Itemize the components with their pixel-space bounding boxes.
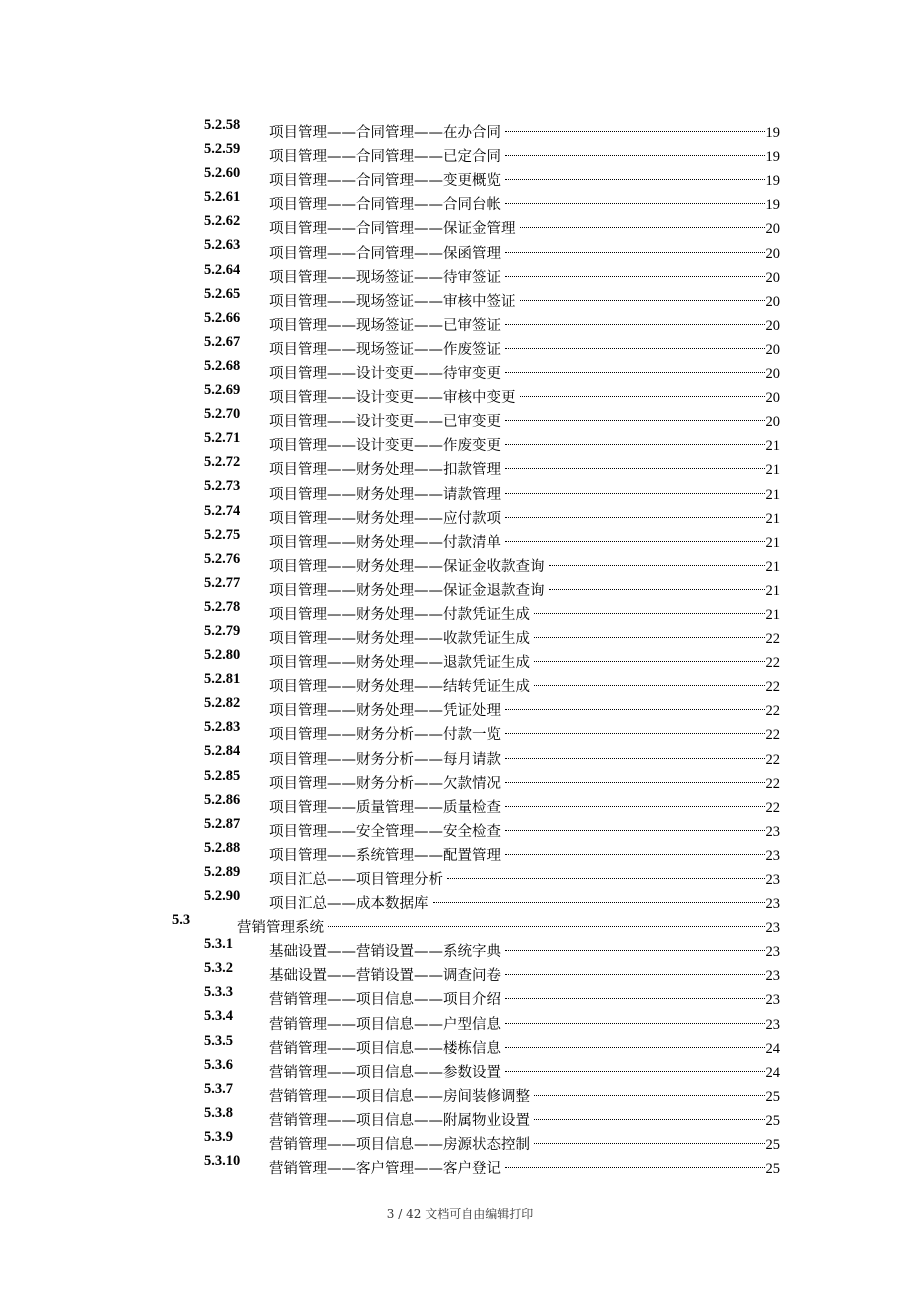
toc-entry[interactable]	[0, 426, 920, 455]
toc-entry-page: 23	[765, 944, 780, 961]
toc-dot-leader	[505, 258, 765, 282]
toc-entry-page: 25	[765, 1112, 780, 1129]
toc-entry-page: 22	[765, 775, 780, 792]
toc-entry-number: 5.2.80	[204, 647, 241, 664]
toc-entry[interactable]	[0, 499, 920, 527]
toc-entry-page: 20	[765, 341, 780, 358]
toc-entry-title: 项目管理——现场签证——待审签证	[269, 269, 501, 286]
toc-entry-title: 项目管理——合同管理——保函管理	[269, 245, 501, 262]
toc-entry-page: 20	[765, 390, 780, 407]
toc-entry-number: 5.3.3	[204, 984, 233, 1001]
toc-dot-leader	[505, 715, 765, 739]
toc-dot-leader	[534, 1101, 765, 1125]
toc-entry[interactable]	[0, 836, 920, 864]
toc-dot-leader	[505, 1004, 765, 1028]
toc-entry[interactable]	[0, 715, 920, 744]
toc-entry-title: 项目管理——设计变更——作废变更	[269, 438, 501, 455]
toc-entry-number: 5.2.75	[204, 526, 241, 543]
toc-entry-title: 项目管理——财务处理——退款凭证生成	[269, 655, 530, 672]
toc-entry-number: 5.2.77	[204, 574, 241, 591]
toc-entry-number: 5.2.61	[204, 189, 241, 206]
toc-entry-page: 23	[765, 896, 780, 913]
toc-entry[interactable]	[0, 667, 920, 696]
toc-entry[interactable]	[0, 113, 920, 142]
toc-dot-leader	[534, 643, 765, 667]
toc-entry-title: 项目管理——合同管理——保证金管理	[269, 221, 516, 238]
toc-dot-leader	[534, 1077, 765, 1101]
toc-entry-number: 5.3.6	[204, 1056, 233, 1073]
toc-entry-page: 21	[765, 558, 780, 575]
toc-entry-page: 24	[765, 1040, 780, 1057]
toc-entry[interactable]	[0, 908, 920, 937]
toc-dot-leader	[520, 378, 765, 402]
toc-entry[interactable]	[0, 185, 920, 214]
toc-dot-leader	[505, 161, 765, 185]
toc-entry[interactable]	[0, 137, 920, 166]
toc-entry-page: 22	[765, 655, 780, 672]
toc-entry[interactable]	[0, 233, 920, 262]
toc-entry-title: 项目管理——财务处理——扣款管理	[269, 462, 501, 479]
toc-entry-number: 5.3.10	[204, 1153, 241, 1170]
toc-entry-title: 营销管理——项目信息——楼栋信息	[269, 1040, 501, 1057]
toc-entry-number: 5.2.89	[204, 863, 241, 880]
toc-entry-title: 项目管理——现场签证——作废签证	[269, 341, 501, 358]
toc-dot-leader	[505, 113, 765, 137]
toc-entry[interactable]	[0, 571, 920, 599]
toc-entry-title: 项目管理——财务处理——付款清单	[269, 534, 501, 551]
toc-dot-leader	[549, 571, 765, 595]
toc-entry[interactable]	[0, 161, 920, 190]
toc-entry[interactable]	[0, 474, 920, 503]
toc-entry[interactable]	[0, 330, 920, 358]
toc-entry-number: 5.2.63	[204, 237, 241, 254]
toc-entry-page: 23	[765, 872, 780, 888]
toc-dot-leader	[505, 233, 765, 257]
toc-entry-number: 5.3.4	[204, 1008, 233, 1025]
toc-entry[interactable]	[0, 1077, 920, 1105]
toc-entry[interactable]	[0, 788, 920, 816]
toc-entry-page: 22	[765, 727, 780, 744]
toc-entry-page: 21	[765, 462, 780, 479]
toc-entry[interactable]	[0, 450, 920, 479]
toc-dot-leader	[505, 306, 765, 330]
toc-entry-number: 5.2.66	[204, 309, 241, 326]
toc-entry-title: 项目管理——财务分析——欠款情况	[269, 775, 501, 792]
toc-entry-title: 营销管理——项目信息——附属物业设置	[269, 1112, 530, 1129]
toc-entry-number: 5.2.90	[204, 888, 241, 904]
toc-entry-title: 项目管理——财务处理——保证金退款查询	[269, 582, 545, 599]
toc-entry-page: 20	[765, 269, 780, 286]
toc-entry-page: 20	[765, 366, 780, 383]
toc-entry-number: 5.2.83	[204, 719, 241, 736]
toc-entry-page: 23	[765, 823, 780, 840]
toc-entry-title: 项目管理——系统管理——配置管理	[269, 847, 501, 864]
toc-entry-number: 5.3.5	[204, 1032, 233, 1049]
toc-entry-title: 项目管理——设计变更——已审变更	[269, 414, 501, 431]
toc-entry-number: 5.3.9	[204, 1128, 233, 1145]
toc-dot-leader	[505, 836, 765, 860]
toc-entry-title: 项目汇总——成本数据库	[269, 896, 429, 913]
toc-entry[interactable]	[0, 884, 920, 913]
toc-entry-title: 项目管理——财务处理——结转凭证生成	[269, 679, 530, 696]
toc-entry-page: 21	[765, 534, 780, 551]
toc-entry-page: 22	[765, 631, 780, 648]
toc-entry-number: 5.2.87	[204, 815, 241, 832]
toc-dot-leader	[505, 764, 765, 788]
toc-dot-leader	[520, 209, 765, 233]
toc-entry-page: 20	[765, 221, 780, 238]
toc-entry-number: 5.2.82	[204, 695, 241, 712]
toc-entry-page: 20	[765, 293, 780, 310]
toc-entry-number: 5.2.73	[204, 478, 241, 495]
toc-entry-number: 5.2.68	[204, 357, 241, 374]
toc-dot-leader	[505, 812, 765, 836]
toc-entry[interactable]	[0, 209, 920, 238]
toc-dot-leader	[505, 691, 765, 715]
toc-entry[interactable]	[0, 402, 920, 431]
toc-entry-number: 5.2.85	[204, 767, 241, 784]
toc-entry-page: 25	[765, 1161, 780, 1178]
toc-dot-leader	[505, 450, 765, 474]
toc-entry-page: 24	[765, 1064, 780, 1081]
toc-entry[interactable]	[0, 354, 920, 383]
toc-dot-leader	[447, 860, 765, 884]
toc-entry-number: 5.2.76	[204, 550, 241, 567]
toc-entry-title: 项目管理——财务处理——应付款项	[269, 510, 501, 527]
toc-entry-number: 5.2.60	[204, 165, 241, 182]
toc-entry-number: 5.2.78	[204, 598, 241, 615]
toc-dot-leader	[549, 547, 765, 571]
toc-entry-title: 项目管理——设计变更——审核中变更	[269, 390, 516, 407]
toc-entry-title: 项目管理——财务处理——凭证处理	[269, 703, 501, 720]
toc-dot-leader	[505, 474, 765, 498]
toc-entry-title: 基础设置——营销设置——调查问卷	[269, 968, 501, 985]
toc-dot-leader	[505, 1149, 765, 1173]
toc-entry[interactable]	[0, 1029, 920, 1057]
toc-dot-leader	[505, 426, 765, 450]
toc-entry-number: 5.2.65	[204, 285, 241, 302]
toc-entry-number: 5.2.81	[204, 671, 241, 688]
toc-entry[interactable]	[0, 812, 920, 840]
toc-entry-title: 营销管理——客户管理——客户登记	[269, 1161, 501, 1178]
toc-dot-leader	[520, 282, 765, 306]
toc-entry-page: 21	[765, 438, 780, 455]
toc-entry-number: 5.2.69	[204, 382, 241, 399]
toc-entry[interactable]	[0, 980, 920, 1009]
toc-entry-number: 5.2.86	[204, 791, 241, 808]
toc-dot-leader	[505, 185, 765, 209]
toc-dot-leader	[505, 330, 765, 354]
toc-entry[interactable]	[0, 1004, 920, 1033]
toc-entry-page: 22	[765, 703, 780, 720]
toc-entry-page: 25	[765, 1088, 780, 1105]
toc-entry-title: 项目管理——合同管理——已定合同	[269, 149, 501, 166]
toc-entry-title: 项目管理——财务处理——请款管理	[269, 486, 501, 503]
toc-dot-leader	[505, 739, 765, 763]
toc-dot-leader	[505, 932, 765, 956]
page-footer: 3 / 42 文档可自由编辑打印	[386, 1207, 534, 1221]
toc-entry-number: 5.3.1	[204, 936, 233, 953]
toc-entry-number: 5.2.84	[204, 743, 241, 760]
toc-entry-number: 5.2.67	[204, 333, 241, 350]
toc-entry[interactable]	[0, 1053, 920, 1081]
toc-entry-page: 25	[765, 1137, 780, 1154]
toc-entry[interactable]	[0, 691, 920, 720]
toc-dot-leader	[505, 402, 765, 426]
toc-entry-title: 营销管理——项目信息——项目介绍	[269, 992, 501, 1009]
toc-entry-number: 5.2.79	[204, 622, 241, 639]
toc-entry-number: 5.2.74	[204, 502, 241, 519]
toc-entry-title: 基础设置——营销设置——系统字典	[269, 944, 501, 961]
toc-entry-page: 23	[765, 992, 780, 1009]
toc-entry-title: 项目管理——合同管理——合同台帐	[269, 197, 501, 214]
toc-entry-page: 20	[765, 317, 780, 334]
toc-entry[interactable]	[0, 378, 920, 407]
toc-entry-page: 21	[765, 486, 780, 503]
toc-entry[interactable]	[0, 932, 920, 961]
toc-entry-page: 20	[765, 245, 780, 262]
toc-dot-leader	[505, 354, 765, 378]
toc-dot-leader	[433, 884, 765, 908]
toc-entry-page: 21	[765, 510, 780, 527]
toc-entry-title: 项目管理——安全管理——安全检查	[269, 823, 501, 840]
toc-entry[interactable]	[0, 306, 920, 334]
toc-entry-page: 23	[765, 847, 780, 864]
toc-entry-title: 项目管理——财务处理——保证金收款查询	[269, 558, 545, 575]
toc-entry[interactable]	[0, 1125, 920, 1154]
toc-entry-number: 5.3	[172, 912, 191, 929]
toc-entry-title: 项目管理——合同管理——在办合同	[269, 125, 501, 142]
toc-entry-number: 5.3.7	[204, 1080, 233, 1097]
toc-dot-leader	[505, 788, 765, 812]
toc-entry-page: 19	[765, 197, 780, 214]
toc-entry-number: 5.2.62	[204, 213, 241, 230]
toc-entry-title: 项目管理——财务分析——付款一览	[269, 727, 501, 744]
toc-entry-page: 19	[765, 173, 780, 190]
toc-entry-title: 项目管理——财务处理——收款凭证生成	[269, 631, 530, 648]
toc-entry-number: 5.2.88	[204, 839, 241, 856]
toc-entry-title: 项目管理——合同管理——变更概览	[269, 173, 501, 190]
toc-entry-number: 5.2.71	[204, 430, 241, 447]
toc-entry-title: 项目管理——现场签证——审核中签证	[269, 293, 516, 310]
toc-dot-leader	[505, 980, 765, 1004]
toc-entry-page: 20	[765, 414, 780, 431]
toc-dot-leader	[505, 956, 765, 980]
toc-entry[interactable]	[0, 739, 920, 768]
toc-entry-page: 19	[765, 125, 780, 142]
toc-entry[interactable]	[0, 619, 920, 648]
toc-entry-number: 5.2.59	[204, 141, 241, 158]
toc-entry-page: 19	[765, 149, 780, 166]
toc-entry-title: 营销管理——项目信息——参数设置	[269, 1064, 501, 1081]
toc-dot-leader	[534, 619, 765, 643]
toc-entry[interactable]	[0, 547, 920, 575]
toc-dot-leader	[328, 908, 765, 932]
toc-entry-title: 项目管理——财务处理——付款凭证生成	[269, 606, 530, 623]
toc-entry-number: 5.2.58	[204, 117, 241, 133]
toc-dot-leader	[505, 137, 765, 161]
toc-dot-leader	[534, 667, 765, 691]
toc-entry[interactable]	[0, 1149, 920, 1178]
toc-entry[interactable]	[0, 595, 920, 623]
toc-entry-title: 营销管理——项目信息——房源状态控制	[269, 1137, 530, 1154]
toc-dot-leader	[505, 1053, 765, 1077]
toc-dot-leader	[534, 1125, 765, 1149]
toc-entry-page: 23	[765, 920, 780, 937]
toc-entry[interactable]	[0, 1101, 920, 1129]
toc-entry-number: 5.2.70	[204, 406, 241, 423]
toc-entry-title: 项目管理——现场签证——已审签证	[269, 317, 501, 334]
toc-entry[interactable]	[0, 282, 920, 310]
toc-entry-page: 23	[765, 968, 780, 985]
toc-dot-leader	[505, 499, 765, 523]
toc-entry-title: 营销管理——项目信息——房间装修调整	[269, 1088, 530, 1105]
toc-entry-page: 21	[765, 606, 780, 623]
toc-entry[interactable]	[0, 523, 920, 551]
toc-entry-line	[269, 1149, 780, 1181]
toc-entry-title: 营销管理——项目信息——户型信息	[269, 1016, 501, 1033]
toc-entry-page: 21	[765, 582, 780, 599]
toc-entry[interactable]	[0, 258, 920, 286]
toc-entry-page: 22	[765, 751, 780, 768]
toc-entry-page: 22	[765, 679, 780, 696]
toc-entry-number: 5.3.2	[204, 960, 233, 977]
toc-entry-title: 项目管理——质量管理——质量检查	[269, 799, 501, 816]
toc-entry-title: 项目汇总——项目管理分析	[269, 872, 443, 888]
toc-entry-title: 营销管理系统	[237, 920, 324, 937]
table-of-contents	[0, 113, 920, 1178]
toc-entry[interactable]	[0, 643, 920, 672]
toc-entry-number: 5.2.72	[204, 454, 241, 471]
toc-entry-page: 22	[765, 799, 780, 816]
toc-entry[interactable]	[0, 860, 920, 888]
toc-entry[interactable]	[0, 956, 920, 985]
toc-entry-title: 项目管理——财务分析——每月请款	[269, 751, 501, 768]
toc-entry-page: 23	[765, 1016, 780, 1033]
toc-entry-number: 5.3.8	[204, 1104, 233, 1121]
toc-entry-title: 项目管理——设计变更——待审变更	[269, 366, 501, 383]
toc-entry[interactable]	[0, 764, 920, 792]
toc-dot-leader	[505, 1029, 765, 1053]
toc-dot-leader	[505, 523, 765, 547]
toc-entry-number: 5.2.64	[204, 261, 241, 278]
toc-dot-leader	[534, 595, 765, 619]
